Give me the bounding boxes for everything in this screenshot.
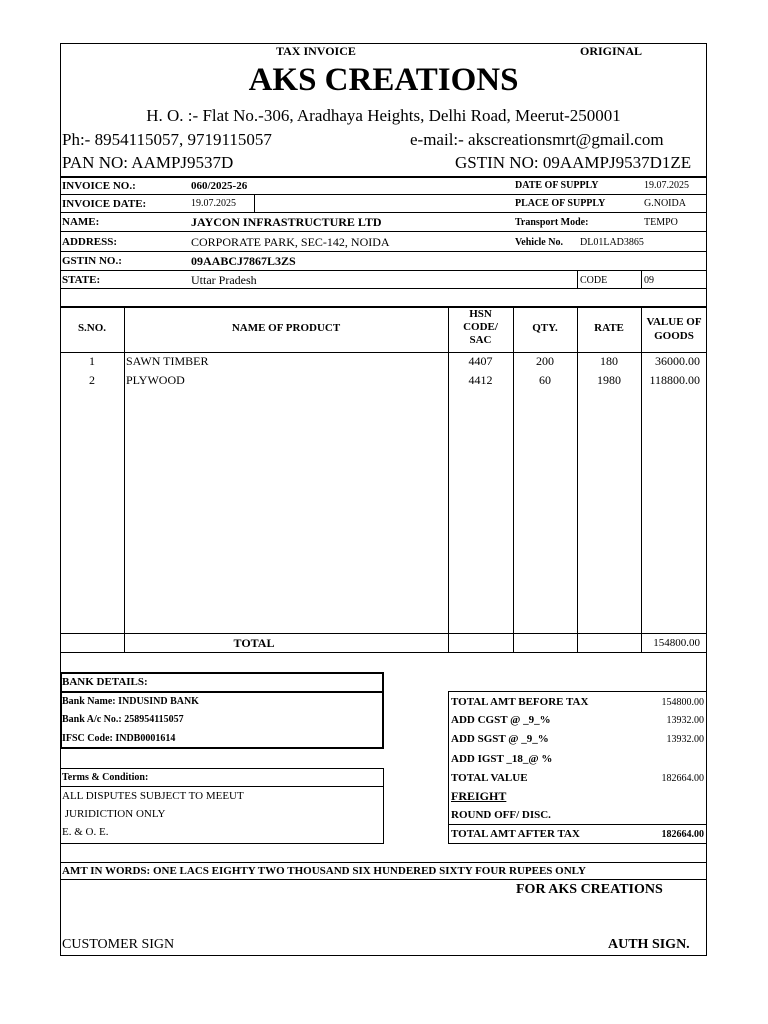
table-col-divider (124, 306, 125, 652)
details-top-line (60, 176, 707, 178)
th-sno: S.NO. (77, 322, 107, 334)
th-hsn-line3: SAC (469, 334, 492, 346)
th-hsn (448, 308, 513, 347)
th-rate: RATE (594, 322, 624, 334)
bank-ifsc: IFSC Code: INDB0001614 (62, 733, 176, 744)
table-bottom-line (60, 652, 707, 653)
before-tax-value: 154800.00 (661, 697, 704, 708)
state-label: STATE: (62, 274, 101, 286)
th-value-line1: VALUE OF (646, 316, 702, 328)
after-tax-value: 182664.00 (661, 829, 704, 840)
total-value: 154800.00 (653, 637, 700, 649)
row-1-rate: 180 (600, 354, 618, 368)
row-2-hsn: 4412 (468, 373, 493, 387)
bank-name: Bank Name: INDUSIND BANK (62, 696, 199, 707)
company-name: AKS CREATIONS (248, 62, 519, 98)
details-line (60, 270, 707, 271)
sgst-label: ADD SGST @ _9_% (451, 733, 549, 745)
row-1-qty: 200 (536, 354, 554, 368)
details-line (60, 231, 707, 232)
amount-words-top-line (60, 862, 707, 863)
company-phone: Ph:- 8954115057, 9719115057 (62, 130, 272, 149)
th-product: NAME OF PRODUCT (231, 322, 341, 334)
gstin-label: GSTIN NO.: (62, 255, 122, 267)
bank-title-line (60, 691, 384, 693)
terms-title-line (60, 786, 384, 787)
details-divider (254, 194, 255, 212)
doc-type: TAX INVOICE (276, 44, 356, 58)
table-top-line (60, 306, 707, 308)
place-of-supply: G.NOIDA (644, 198, 686, 209)
customer-sign: CUSTOMER SIGN (62, 937, 175, 952)
terms-title: Terms & Condition: (62, 772, 149, 783)
cgst-label: ADD CGST @ _9_% (451, 714, 551, 726)
details-line (60, 194, 707, 195)
terms-line-1: ALL DISPUTES SUBJECT TO MEEUT (62, 790, 244, 802)
code-label: CODE (580, 275, 608, 286)
row-2-qty: 60 (539, 373, 551, 387)
details-line (60, 251, 707, 252)
sgst-value: 13932.00 (666, 734, 704, 745)
place-of-supply-label: PLACE OF SUPPLY (515, 198, 606, 209)
th-hsn-line1: HSN (469, 308, 492, 320)
total-value-label: TOTAL VALUE (451, 772, 528, 784)
total-value-amount: 182664.00 (661, 773, 704, 784)
customer-state: Uttar Pradesh (191, 273, 257, 287)
company-email: e-mail:- akscreationsmrt@gmail.com (410, 130, 664, 149)
roundoff-label: ROUND OFF/ DISC. (451, 809, 551, 821)
row-2-rate: 1980 (597, 373, 621, 387)
invoice-no-label: INVOICE NO.: (62, 180, 136, 192)
th-value-line2: GOODS (654, 330, 694, 342)
company-address: H. O. :- Flat No.-306, Aradhaya Heights, Delhi Road, Meerut-250001 (146, 106, 621, 125)
amount-in-words: AMT IN WORDS: ONE LACS EIGHTY TWO THOUSAND SIX HUNDERED SIXTY FOUR RUPEES ONLY (62, 865, 586, 877)
row-1-hsn: 4407 (468, 354, 493, 368)
table-total-line (60, 633, 707, 634)
th-value (641, 315, 707, 343)
invoice-no: 060/2025-26 (191, 180, 248, 192)
state-code: 09 (644, 275, 654, 286)
row-1-product: SAWN TIMBER (126, 354, 209, 368)
row-1-value: 36000.00 (655, 354, 700, 368)
company-gstin: GSTIN NO: 09AAMPJ9537D1ZE (455, 153, 692, 172)
address-label: ADDRESS: (62, 236, 118, 248)
name-label: NAME: (62, 216, 100, 228)
invoice-date: 19.07.2025 (191, 198, 236, 209)
row-2-product: PLYWOOD (126, 373, 185, 387)
date-of-supply-label: DATE OF SUPPLY (515, 180, 599, 191)
details-divider (577, 270, 578, 288)
bank-account: Bank A/c No.: 258954115057 (62, 714, 184, 725)
igst-label: ADD IGST _18_@ % (451, 753, 553, 765)
company-pan: PAN NO: AAMPJ9537D (62, 153, 234, 172)
customer-name: JAYCON INFRASTRUCTURE LTD (191, 215, 382, 229)
customer-gstin: 09AABCJ7867L3ZS (191, 254, 296, 268)
th-qty: QTY. (532, 322, 558, 334)
details-divider (641, 270, 642, 288)
details-line (60, 212, 707, 213)
invoice-date-label: INVOICE DATE: (62, 198, 147, 210)
date-of-supply: 19.07.2025 (644, 180, 689, 191)
amount-words-bottom-line (60, 879, 707, 880)
details-line (60, 288, 707, 289)
vehicle-no-label: Vehicle No. (515, 237, 563, 248)
table-header-line (60, 352, 707, 353)
customer-address: CORPORATE PARK, SEC-142, NOIDA (191, 235, 390, 249)
transport-mode: TEMPO (644, 217, 678, 228)
terms-line-3: E. & O. E. (62, 826, 109, 838)
for-company: FOR AKS CREATIONS (516, 882, 663, 897)
auth-sign: AUTH SIGN. (608, 937, 690, 952)
after-tax-label: TOTAL AMT AFTER TAX (451, 828, 580, 840)
row-2-value: 118800.00 (649, 373, 700, 387)
row-1-sno: 1 (89, 354, 95, 368)
freight-label: FREIGHT (451, 789, 507, 803)
vehicle-no: DL01LAD3865 (580, 237, 644, 248)
row-2-sno: 2 (89, 373, 95, 387)
bank-title: BANK DETAILS: (62, 676, 148, 688)
th-hsn-line2: CODE/ (463, 321, 498, 333)
transport-mode-label: Transport Mode: (515, 217, 589, 228)
total-label: TOTAL (233, 636, 275, 650)
copy-label: ORIGINAL (580, 44, 643, 58)
cgst-value: 13932.00 (666, 715, 704, 726)
before-tax-label: TOTAL AMT BEFORE TAX (451, 696, 589, 708)
terms-line-2: JURIDICTION ONLY (62, 808, 166, 820)
summary-divider (448, 824, 707, 825)
